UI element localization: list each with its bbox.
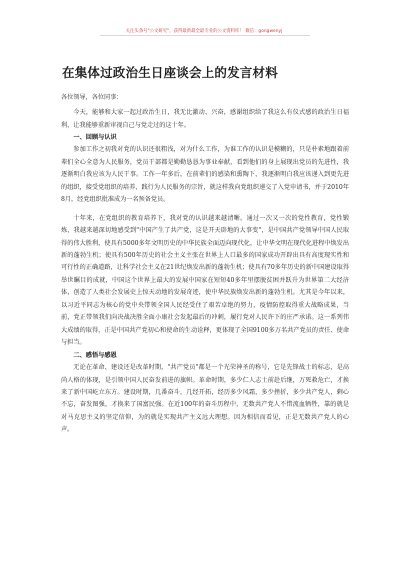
section-heading-review: 一、回顾与认识 (73, 133, 117, 141)
header-divider (100, 35, 310, 36)
document-title: 在集体过政治生日座谈会上的发言材料 (62, 65, 278, 80)
paragraph-gratitude-1: 无论在革命、建设还是改革时期，"共产党员"都是一个光荣神圣的称号，它是先锋战士的标志，是高尚人格的体现，是引领中国人民奋发前进的旗帜。革命时期，多少仁人志士前赴后继，万死救危亡，才换来了新中国屹立东方。建设时期，几番奋斗，几经开拓，经历多少风霜，多少挫折，多少共产党人，剩心不忘，奋发图强，才换来了国富民强。在近100年的奋斗历程中，无数共产党人不惜流血牺牲，靠的就是对马克思主义的坚定信仰，为的就是实现共产主义远大理想。因为相信而看见，正是无数共产党人的心声。 (61, 364, 349, 434)
salutation: 各位领导，各位同事： (61, 94, 123, 101)
document-body (61, 92, 349, 437)
section-heading-gratitude: 二、感悟与感恩 (73, 351, 117, 359)
intro-paragraph: 今天，能够和大家一起过政治生日，我无比激动、兴奋，感谢组织给了我这么有仪式感的政治生日福利，让我能够重新审视自己与党走过的这十年。 (61, 109, 349, 129)
header-banner: 关注头条号"公文研究"，获得最新最全最专业的公文资料库！ 微信：gongwenyj (125, 29, 283, 34)
paragraph-review-1: 参加工作之初我对党的认识还很粗浅，对为什么工作，为谁工作的认识是模糊的，只是朴素地跟着前辈们全心全意为人民服务，党员干部都是勤勤恳恳为事业奉献，看到他们的身上展现出党员的先进性，我逐渐明白我应该为人民干事。工作一年多后，在前辈们的感染和熏陶下，我逐渐明白我应该递入到更先进的组织，接受党组织的培养，践行为人民服务的宗旨，就这样我向党组织递交了入党申请书，并于2010年8月，经党组织批准成为一名预备党员。 (61, 146, 349, 204)
paragraph-review-2: 十年来，在党组织的教育培养下，我对党的认识越来越清晰。通过一次又一次的党性教育，党性锻炼，我越来越深切地感受到"中国产生了共产党，这是开天辟地的大事变"，是中国共产党领导中国人民取得的伟大胜利，使具有5000多年文明历史的中华民族全面迈向现代化，让中华文明在现代化进程中焕发出新的蓬勃生机；使具有500年历史的社会主义主张在世界上人口最多的国家成功开辟出具有高度现实性和可行性的正确道路，让科学社会主义在21世纪焕发出新的蓬勃生机；使具有70多年历史的新中国建设取得举世瞩目的成就，中国这个世界上最大的发展中国家在短短40多年里摆脱贫困并跃升为世界第二大经济体，创造了人类社会发展史上惊天动地的发展奇迹，使中华民族焕发出新的蓬勃生机。尤其是今年以来，以习近平同志为核心的党中央带领全国人民经受住了艰苦卓绝的努力，疫情防控取得重大战略成果，当前，党正带领我们向决战决胜全面小康社会发起最后的冲刺，履行党对人民许下的庄严承诺。这一系列伟大成绩的取得，正是中国共产党初心和使命的生动诠释，更体现了全国9100多万名共产党员的责任、使命与担当。 (61, 214, 349, 347)
